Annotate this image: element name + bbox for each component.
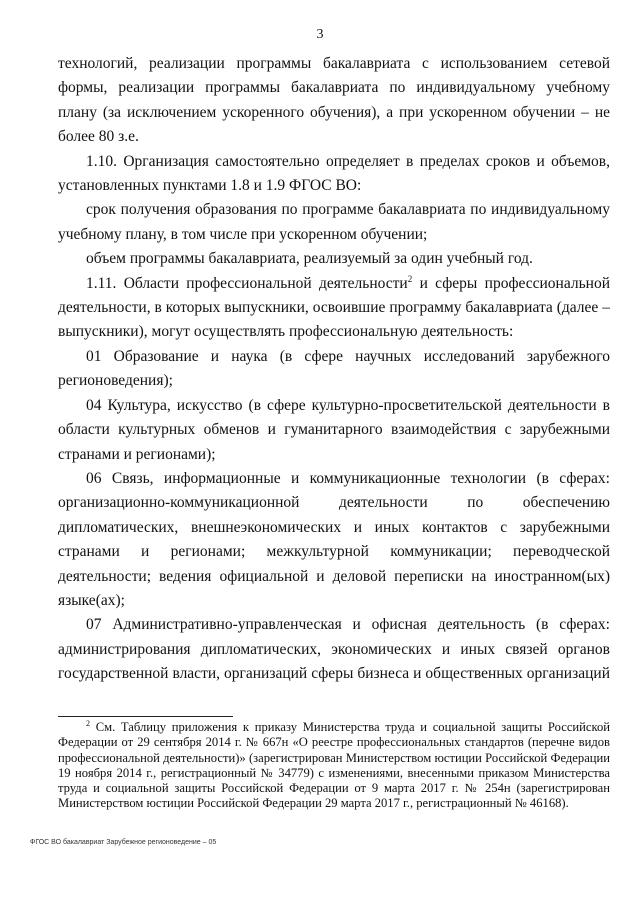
document-body — [58, 52, 610, 687]
footnote-text: См. Таблицу приложения к приказу Министерства труда и социальной защиты Российской Федерации от 29 сентября 2014 г. № 667н «О реестре профессиональных стандартов (перечне видов профессиональной деятельности)» (зарегистрирован Министерством юстиции Российской Федерации 19 ноября 2014 г., регистрационный № 34779) с изменениями, внесенными приказом Министерства труда и социальной защиты Российской Федерации от 9 марта 2017 г. № 254н (зарегистрирован Министерством юстиции Российской Федерации 29 марта 2017 г., регистрационный № 46168). — [58, 720, 610, 811]
area-01-education: 01 Образование и наука (в сфере научных исследований зарубежного регионоведения); — [58, 347, 610, 390]
paragraph-1-11 — [58, 272, 610, 345]
area-04-culture: 04 Культура, искусство (в сфере культурно-просветительской деятельности в области культурных обменов и гуманитарного взаимодействия с зарубежными странами и регионами); — [58, 396, 610, 463]
footnote — [58, 720, 610, 812]
paragraph-1-11-start: 1.11. Области профессиональной деятельности — [86, 274, 408, 292]
paragraph-study-period: срок получения образования по программе бакалавриата по индивидуальному учебному плану, в том числе при ускоренном обучении; — [58, 201, 610, 243]
paragraph-1-11-end: и сферы профессиональной деятельности, в которых выпускники, освоившие программу бакалавриата (далее – выпускники), могут осуществлять профессиональную деятельность: — [58, 274, 611, 341]
footnote-reference: 2 — [407, 273, 413, 284]
area-06-communications: 06 Связь, информационные и коммуникационные технологии (в сферах: организационно-коммуникационной деятельности по обеспечению дипломатических, внешнеэкономических и иных контактов с зарубежными странами и регионами; межкультурной коммуникации; переводческой деятельности; ведения официальной и деловой переписки на иностранном(ых) языке(ах); — [58, 469, 610, 609]
page-number: 3 — [316, 27, 324, 42]
footnote-marker: 2 — [86, 718, 90, 728]
document-footer: ФГОС ВО бакалавриат Зарубежное регионоведение – 05 — [30, 839, 217, 846]
paragraph-continuation: технологий, реализации программы бакалавриата с использованием сетевой формы, реализации программы бакалавриата по индивидуальному учебному плану (за исключением ускоренного обучения), а при ускоренном обучении – не более 80 з.е. — [58, 55, 610, 146]
footnote-divider — [58, 716, 233, 717]
paragraph-1-10: 1.10. Организация самостоятельно определяет в пределах сроков и объемов, установленных пунктами 1.8 и 1.9 ФГОС ВО: — [58, 152, 610, 195]
paragraph-program-volume: объем программы бакалавриата, реализуемый за один учебный год. — [86, 250, 533, 268]
area-07-administration: 07 Административно-управленческая и офисная деятельность (в сферах: администрирования дипломатических, экономических и иных связей органов государственной власти, организаций сферы бизнеса и общественных организаций — [58, 616, 610, 683]
